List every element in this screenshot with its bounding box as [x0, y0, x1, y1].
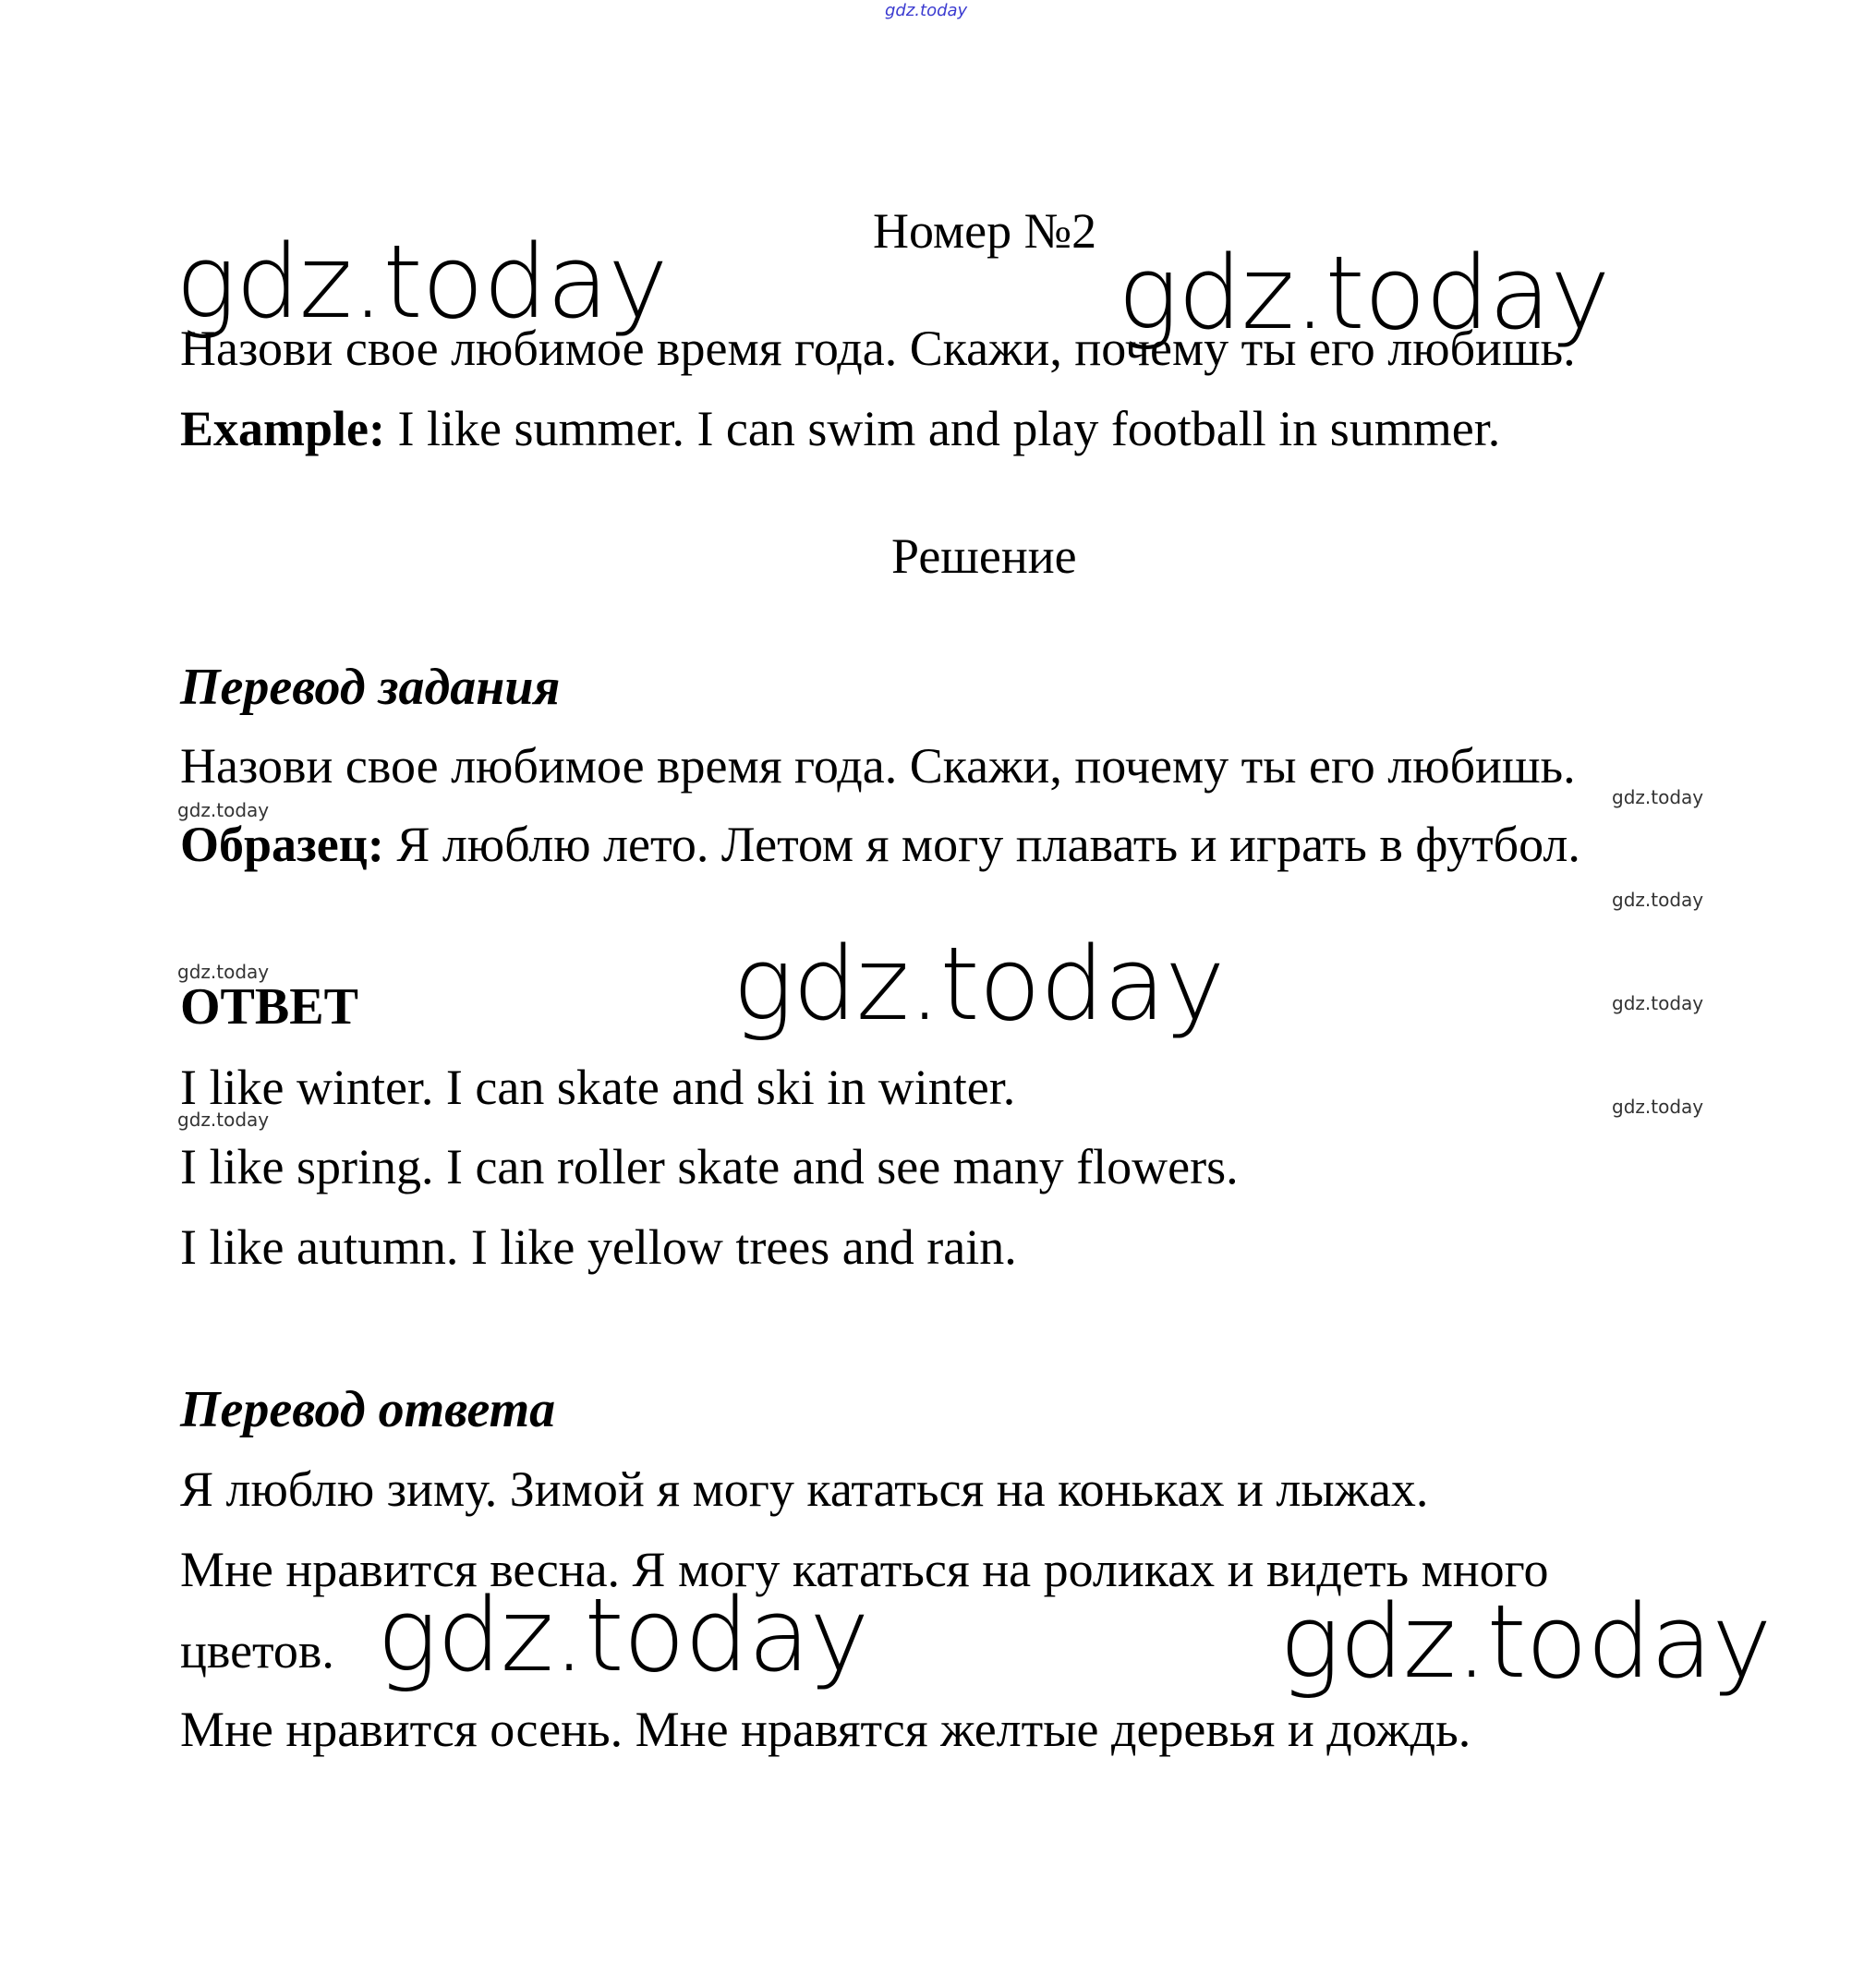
watermark-big: gdz.today — [377, 1576, 869, 1694]
answer-line: I like spring. I can roller skate and see many flowers. — [180, 1139, 1239, 1194]
task-number-title: Номер №2 — [873, 203, 1097, 259]
sample-text: Я люблю лето. Летом я могу плавать и играть в футбол. — [383, 817, 1580, 872]
example-text: I like summer. I can swim and play football in summer. — [385, 401, 1501, 456]
watermark-big: gdz.today — [732, 925, 1225, 1043]
translation-heading: Перевод задания — [180, 659, 561, 716]
task-prompt: Назови свое любимое время года. Скажи, почему ты его любишь. — [180, 321, 1576, 376]
answer-translation-heading: Перевод ответа — [180, 1381, 556, 1438]
watermark-small: gdz.today — [1612, 889, 1704, 911]
answer-line: I like autumn. I like yellow trees and rain. — [180, 1219, 1017, 1275]
watermark-small: gdz.today — [1612, 786, 1704, 808]
watermark-small: gdz.today — [177, 1109, 270, 1131]
translation-prompt: Назови свое любимое время года. Скажи, почему ты его любишь. — [180, 738, 1576, 794]
watermark-big: gdz.today — [1279, 1582, 1772, 1701]
watermark-small: gdz.today — [177, 961, 270, 983]
answer-heading: ОТВЕТ — [180, 978, 358, 1036]
answer-line: I like winter. I can skate and ski in winter. — [180, 1060, 1016, 1115]
answer-translation-line: Я люблю зиму. Зимой я могу кататься на коньках и лыжах. — [180, 1461, 1429, 1517]
translation-sample — [180, 815, 1580, 874]
solution-title: Решение — [891, 528, 1077, 584]
task-example — [180, 399, 1500, 458]
watermark-small: gdz.today — [1612, 992, 1704, 1014]
answer-translation-line: Мне нравится осень. Мне нравятся желтые деревья и дождь. — [180, 1702, 1471, 1757]
answer-translation-line: цветов. — [180, 1623, 334, 1679]
watermark-top: gdz.today — [885, 1, 968, 20]
answer-translation-line: Мне нравится весна. Я могу кататься на роликах и видеть много — [180, 1542, 1549, 1597]
sample-label: Образец: — [180, 817, 384, 872]
watermark-small: gdz.today — [1612, 1096, 1704, 1118]
example-label: Example: — [180, 401, 385, 456]
watermark-big: gdz.today — [176, 223, 668, 341]
watermark-big: gdz.today — [1118, 234, 1610, 352]
watermark-small: gdz.today — [177, 799, 270, 821]
